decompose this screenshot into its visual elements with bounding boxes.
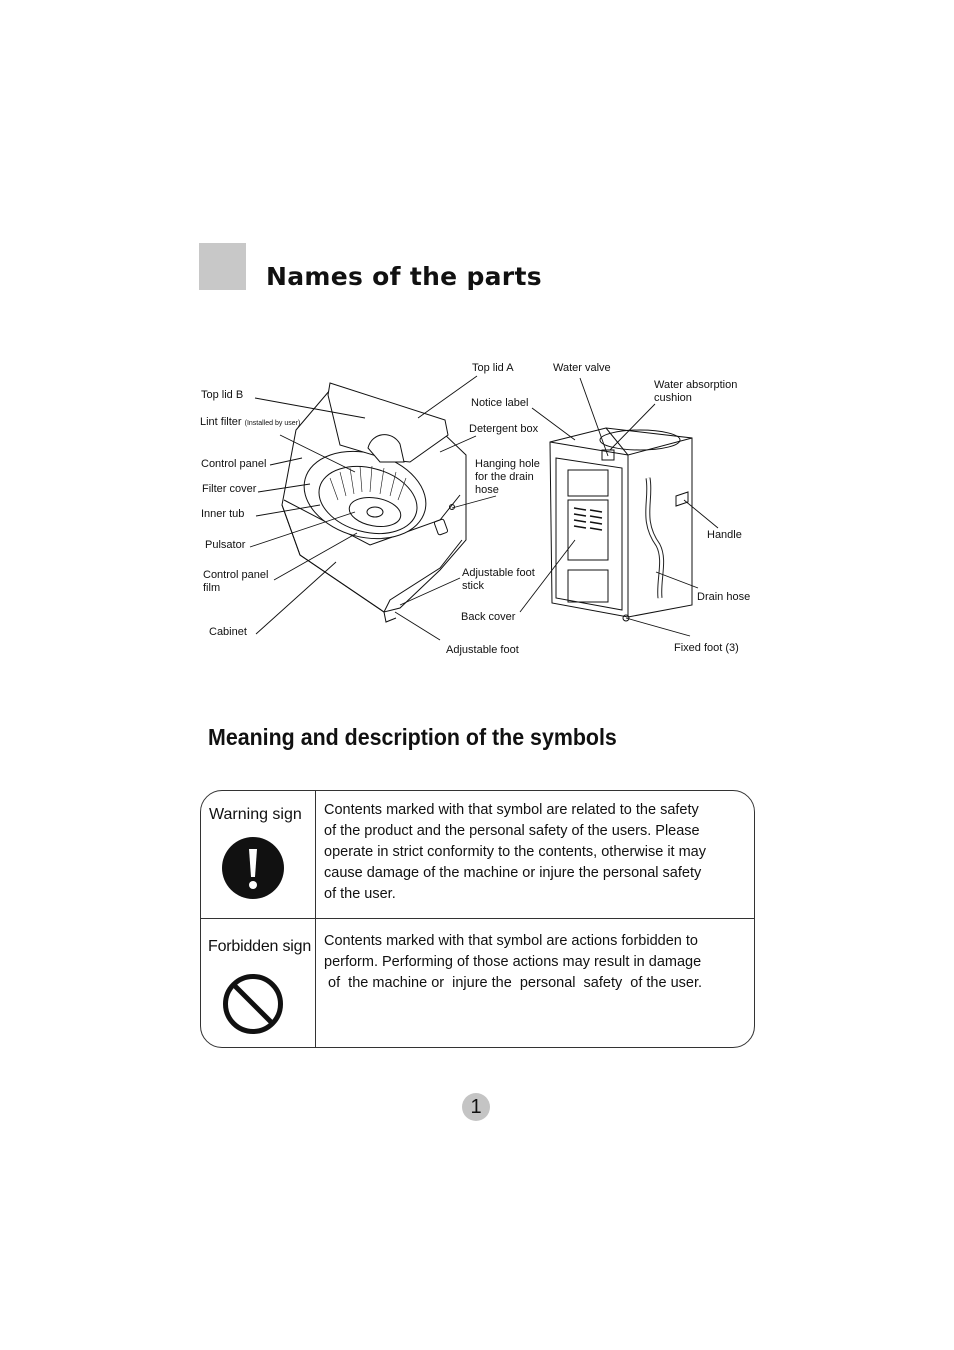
label-control-panel-film — [203, 569, 268, 595]
label-adjustable-foot-stick-line2: stick — [462, 580, 484, 592]
label-adjustable-foot-stick — [462, 567, 535, 593]
label-water-absorption-line2: cushion — [654, 392, 692, 404]
warning-desc-line: Contents marked with that symbol are related to the safety — [324, 802, 699, 818]
label-control-panel-film-line2: film — [203, 582, 221, 594]
label-water-valve: Water valve — [553, 362, 611, 374]
label-cabinet: Cabinet — [209, 626, 247, 638]
label-water-absorption-cushion — [654, 379, 737, 405]
prohibited-icon — [222, 973, 284, 1035]
label-lint-filter — [200, 416, 300, 430]
forbidden-desc-line: Contents marked with that symbol are actions forbidden to — [324, 933, 698, 949]
warning-desc-line: operate in strict conformity to the contents, otherwise it may — [324, 844, 706, 860]
forbidden-description — [324, 931, 754, 994]
label-lint-filter-note: (Installed by user) — [244, 420, 301, 427]
label-hanging-hole-line3: hose — [475, 484, 499, 496]
label-back-cover: Back cover — [461, 611, 516, 623]
label-notice-label: Notice label — [471, 397, 529, 409]
label-detergent-box: Detergent box — [469, 423, 539, 435]
label-inner-tub: Inner tub — [201, 508, 245, 520]
label-hanging-hole-line2: for the drain — [475, 471, 534, 483]
warning-desc-line: of the user. — [324, 886, 396, 902]
label-control-panel: Control panel — [201, 458, 267, 470]
warning-desc-line: of the product and the personal safety of the users. Please — [324, 823, 700, 839]
label-handle: Handle — [707, 529, 742, 541]
warning-sign-label: Warning sign — [209, 806, 302, 823]
label-drain-hose: Drain hose — [697, 591, 751, 603]
label-lint-filter-text: Lint filter — [200, 416, 242, 428]
label-adjustable-foot-stick-line1: Adjustable foot — [462, 567, 535, 579]
table-row-divider — [200, 918, 755, 919]
page-number: 1 — [462, 1093, 490, 1121]
exclamation-icon — [222, 837, 284, 899]
forbidden-desc-line: perform. Performing of those actions may result in damage — [324, 954, 702, 970]
label-hanging-hole — [475, 458, 540, 497]
warning-description — [324, 800, 754, 905]
label-top-lid-b: Top lid B — [201, 389, 244, 401]
forbidden-sign-label: Forbidden sign — [208, 938, 312, 955]
section-title-symbols: Meaning and description of the symbols — [208, 724, 617, 750]
label-hanging-hole-line1: Hanging hole — [475, 458, 540, 470]
label-adjustable-foot: Adjustable foot — [446, 644, 519, 656]
label-fixed-foot: Fixed foot (3) — [674, 642, 739, 654]
label-pulsator: Pulsator — [205, 539, 246, 551]
label-filter-cover: Filter cover — [202, 483, 257, 495]
label-top-lid-a: Top lid A — [472, 362, 514, 374]
label-control-panel-film-line1: Control panel — [203, 569, 269, 581]
warning-desc-line: cause damage of the machine or injure the personal safety — [324, 865, 702, 881]
section-title-parts: Names of the parts — [266, 262, 542, 291]
forbidden-desc-line: of the machine or injure the personal safety of the user. — [324, 975, 703, 991]
table-column-divider — [315, 790, 316, 1048]
label-water-absorption-line1: Water absorption — [654, 379, 738, 391]
